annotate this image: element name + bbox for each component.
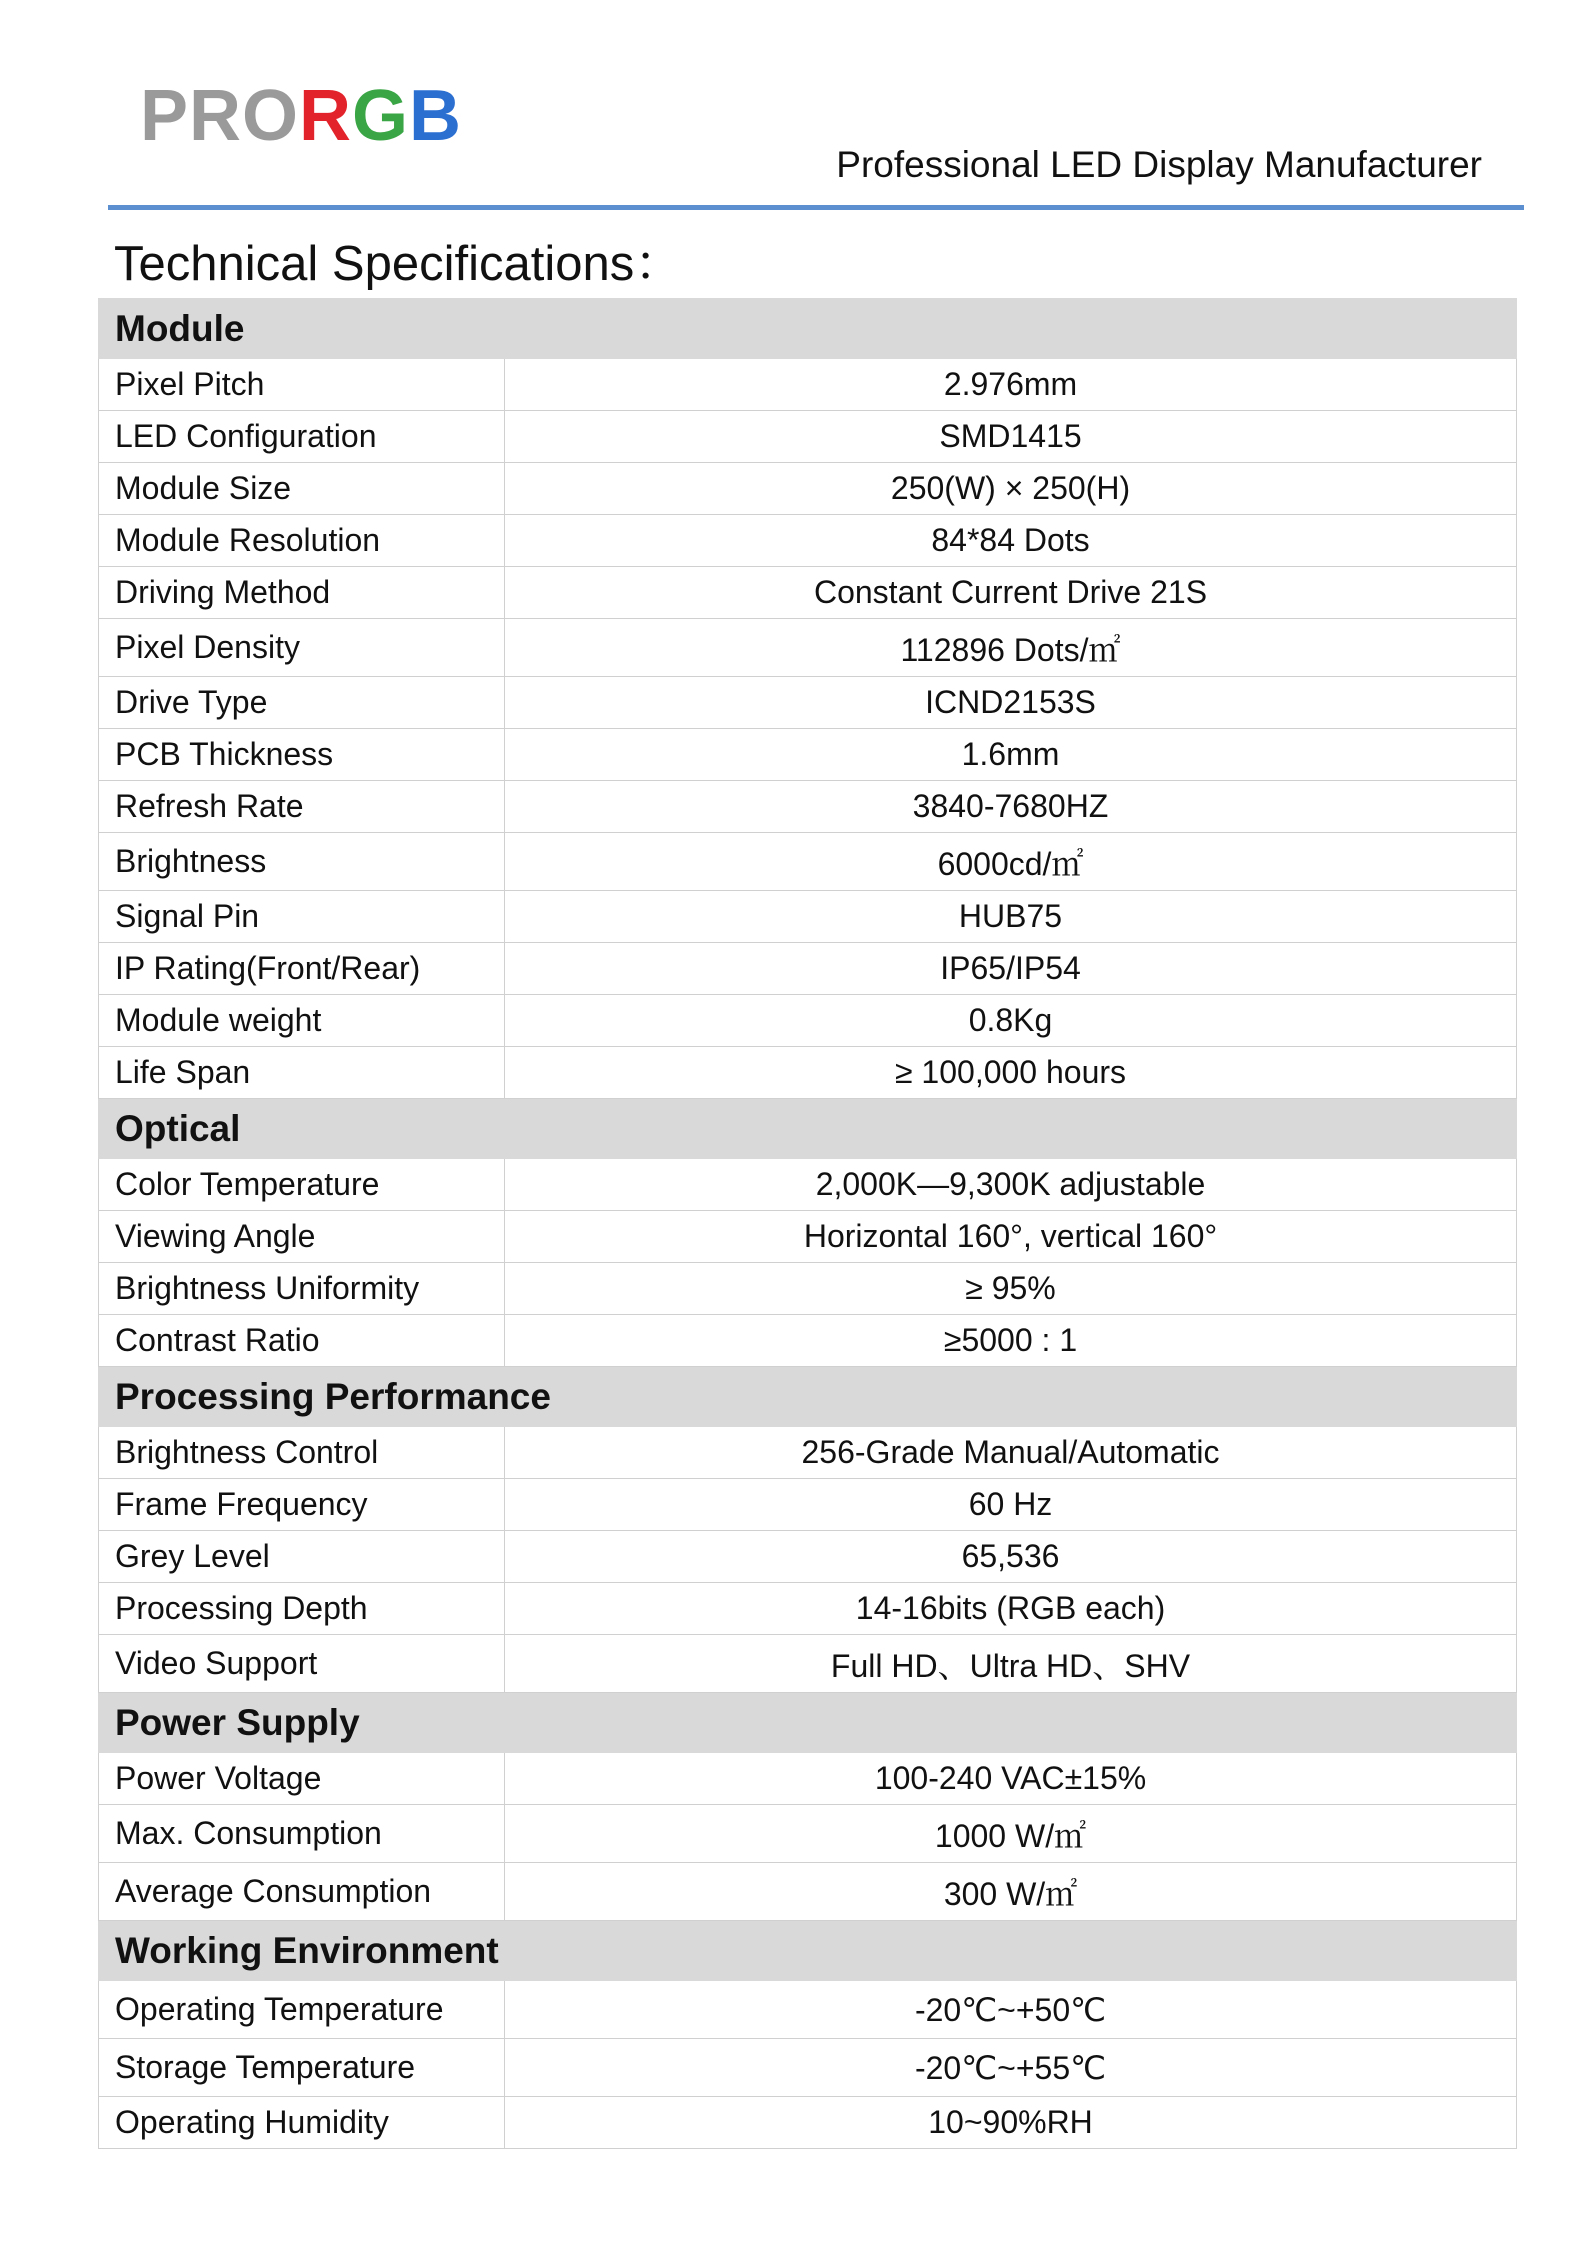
table-row bbox=[99, 1047, 1517, 1099]
table-row bbox=[99, 1479, 1517, 1531]
table-row bbox=[99, 619, 1517, 677]
spec-label: Operating Temperature bbox=[99, 1981, 505, 2039]
spec-value: 3840-7680HZ bbox=[505, 781, 1517, 833]
spec-value: SMD1415 bbox=[505, 411, 1517, 463]
table-row bbox=[99, 833, 1517, 891]
section-header-row bbox=[99, 1367, 1517, 1427]
table-row bbox=[99, 677, 1517, 729]
table-row bbox=[99, 1263, 1517, 1315]
spec-label: Brightness bbox=[99, 833, 505, 891]
spec-value: Full HD、Ultra HD、SHV bbox=[505, 1635, 1517, 1693]
spec-value: ≥ 95% bbox=[505, 1263, 1517, 1315]
company-logo bbox=[140, 76, 463, 156]
spec-value: 10~90%RH bbox=[505, 2097, 1517, 2149]
spec-value: 84*84 Dots bbox=[505, 515, 1517, 567]
spec-value: Horizontal 160°, vertical 160° bbox=[505, 1211, 1517, 1263]
spec-value: ≥5000 : 1 bbox=[505, 1315, 1517, 1367]
section-title: Optical bbox=[99, 1099, 1517, 1159]
table-row bbox=[99, 1583, 1517, 1635]
logo-part: B bbox=[409, 76, 463, 156]
section-header-row bbox=[99, 299, 1517, 359]
spec-value: 300 W/㎡ bbox=[505, 1863, 1517, 1921]
spec-value: -20℃~+50℃ bbox=[505, 1981, 1517, 2039]
table-row bbox=[99, 1635, 1517, 1693]
spec-value: 6000cd/㎡ bbox=[505, 833, 1517, 891]
spec-label: Grey Level bbox=[99, 1531, 505, 1583]
table-row bbox=[99, 1753, 1517, 1805]
table-row bbox=[99, 411, 1517, 463]
spec-value: 100-240 VAC±15% bbox=[505, 1753, 1517, 1805]
section-title: Module bbox=[99, 299, 1517, 359]
spec-label: LED Configuration bbox=[99, 411, 505, 463]
spec-value: 2,000K—9,300K adjustable bbox=[505, 1159, 1517, 1211]
spec-value: 250(W) × 250(H) bbox=[505, 463, 1517, 515]
spec-label: Module Resolution bbox=[99, 515, 505, 567]
spec-value: -20℃~+55℃ bbox=[505, 2039, 1517, 2097]
spec-label: Color Temperature bbox=[99, 1159, 505, 1211]
spec-label: Driving Method bbox=[99, 567, 505, 619]
table-row bbox=[99, 1159, 1517, 1211]
spec-label: Viewing Angle bbox=[99, 1211, 505, 1263]
spec-table bbox=[98, 298, 1517, 2149]
section-title: Working Environment bbox=[99, 1921, 1517, 1981]
table-row bbox=[99, 943, 1517, 995]
table-row bbox=[99, 1863, 1517, 1921]
table-row bbox=[99, 1427, 1517, 1479]
spec-value: IP65/IP54 bbox=[505, 943, 1517, 995]
spec-label: Pixel Density bbox=[99, 619, 505, 677]
spec-value: ICND2153S bbox=[505, 677, 1517, 729]
spec-label: Contrast Ratio bbox=[99, 1315, 505, 1367]
spec-label: Average Consumption bbox=[99, 1863, 505, 1921]
spec-label: Brightness Control bbox=[99, 1427, 505, 1479]
header-divider bbox=[108, 205, 1524, 210]
spec-label: Module weight bbox=[99, 995, 505, 1047]
spec-value: 2.976mm bbox=[505, 359, 1517, 411]
table-row bbox=[99, 1211, 1517, 1263]
spec-label: Frame Frequency bbox=[99, 1479, 505, 1531]
section-header-row bbox=[99, 1099, 1517, 1159]
table-row bbox=[99, 567, 1517, 619]
spec-value: 112896 Dots/㎡ bbox=[505, 619, 1517, 677]
table-row bbox=[99, 1805, 1517, 1863]
spec-label: Drive Type bbox=[99, 677, 505, 729]
spec-label: Max. Consumption bbox=[99, 1805, 505, 1863]
logo-part: PRO bbox=[140, 76, 300, 156]
logo-part: G bbox=[352, 76, 410, 156]
spec-value: ≥ 100,000 hours bbox=[505, 1047, 1517, 1099]
section-title: Processing Performance bbox=[99, 1367, 1517, 1427]
spec-label: Power Voltage bbox=[99, 1753, 505, 1805]
spec-value: 0.8Kg bbox=[505, 995, 1517, 1047]
table-row bbox=[99, 1981, 1517, 2039]
table-row bbox=[99, 1315, 1517, 1367]
spec-value: 60 Hz bbox=[505, 1479, 1517, 1531]
logo-part: R bbox=[299, 76, 353, 156]
table-row bbox=[99, 515, 1517, 567]
table-row bbox=[99, 2039, 1517, 2097]
spec-value: 1.6mm bbox=[505, 729, 1517, 781]
spec-value: HUB75 bbox=[505, 891, 1517, 943]
table-row bbox=[99, 359, 1517, 411]
table-row bbox=[99, 995, 1517, 1047]
spec-label: PCB Thickness bbox=[99, 729, 505, 781]
spec-value: 65,536 bbox=[505, 1531, 1517, 1583]
page-title: Technical Specifications： bbox=[114, 237, 684, 291]
spec-label: Refresh Rate bbox=[99, 781, 505, 833]
spec-label: Pixel Pitch bbox=[99, 359, 505, 411]
spec-value: 256-Grade Manual/Automatic bbox=[505, 1427, 1517, 1479]
section-header-row bbox=[99, 1693, 1517, 1753]
spec-value: 1000 W/㎡ bbox=[505, 1805, 1517, 1863]
spec-label: Operating Humidity bbox=[99, 2097, 505, 2149]
spec-label: Module Size bbox=[99, 463, 505, 515]
table-row bbox=[99, 729, 1517, 781]
section-header-row bbox=[99, 1921, 1517, 1981]
spec-table-body bbox=[99, 299, 1517, 2149]
table-row bbox=[99, 2097, 1517, 2149]
table-row bbox=[99, 1531, 1517, 1583]
spec-label: Video Support bbox=[99, 1635, 505, 1693]
company-tagline: Professional LED Display Manufacturer bbox=[836, 144, 1482, 185]
spec-label: Storage Temperature bbox=[99, 2039, 505, 2097]
table-row bbox=[99, 463, 1517, 515]
spec-value: Constant Current Drive 21S bbox=[505, 567, 1517, 619]
section-title: Power Supply bbox=[99, 1693, 1517, 1753]
spec-label: Life Span bbox=[99, 1047, 505, 1099]
spec-label: Processing Depth bbox=[99, 1583, 505, 1635]
spec-label: Signal Pin bbox=[99, 891, 505, 943]
spec-label: Brightness Uniformity bbox=[99, 1263, 505, 1315]
spec-value: 14-16bits (RGB each) bbox=[505, 1583, 1517, 1635]
spec-label: IP Rating(Front/Rear) bbox=[99, 943, 505, 995]
table-row bbox=[99, 781, 1517, 833]
table-row bbox=[99, 891, 1517, 943]
